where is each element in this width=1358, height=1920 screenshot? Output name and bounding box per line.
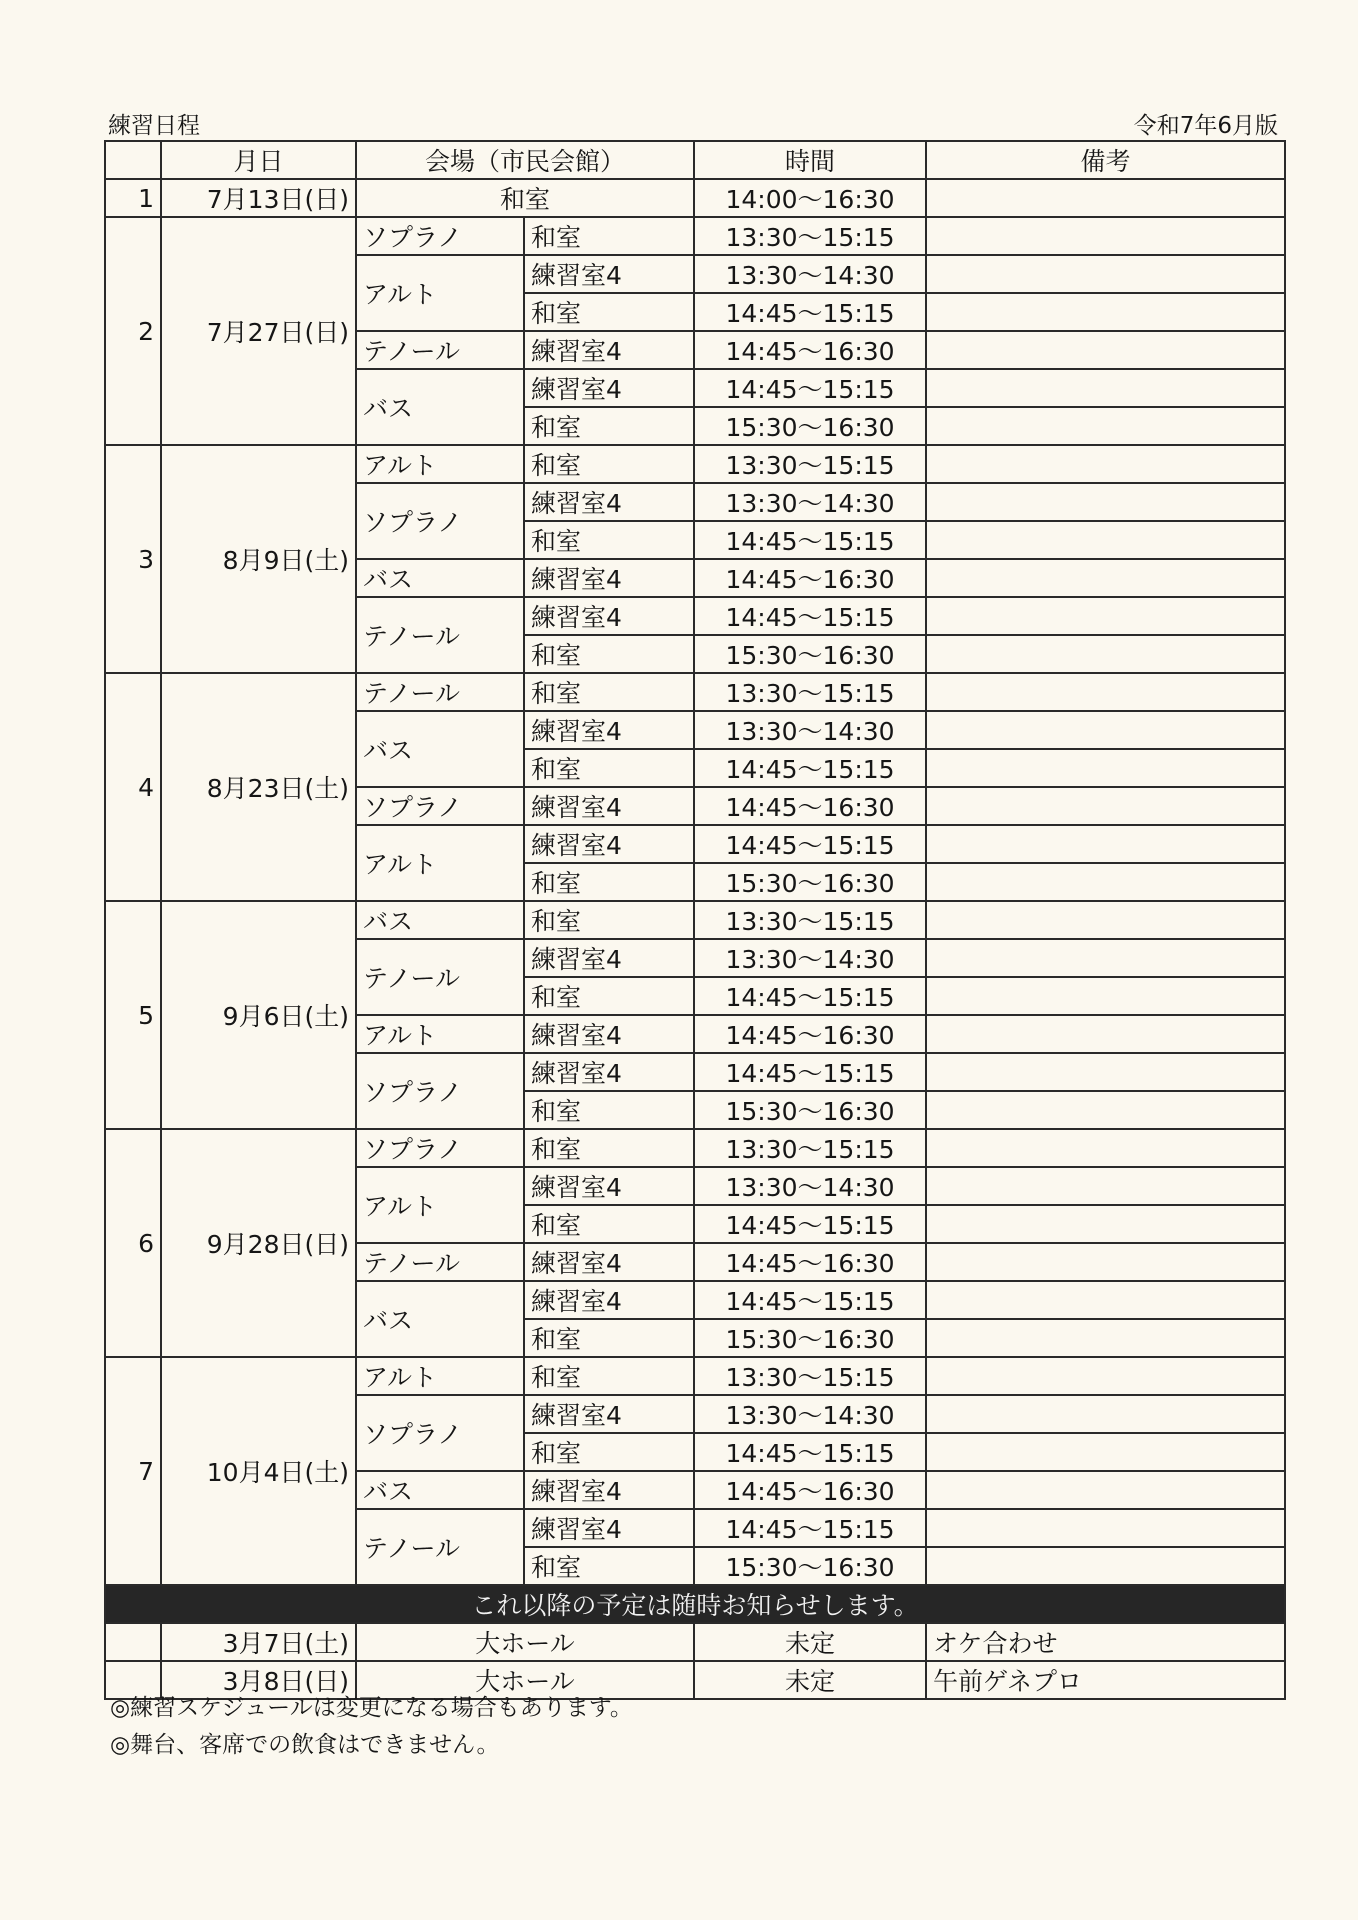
note-cell	[926, 217, 1285, 255]
time-cell: 13:30〜15:15	[694, 1129, 926, 1167]
room-cell: 練習室4	[524, 825, 694, 863]
room-cell: 和室	[524, 1547, 694, 1585]
room-cell: 和室	[524, 407, 694, 445]
voice-part-cell: アルト	[356, 255, 524, 331]
room-cell: 練習室4	[524, 597, 694, 635]
session-number: 1	[105, 179, 161, 217]
time-cell: 14:45〜16:30	[694, 1471, 926, 1509]
room-cell: 和室	[524, 749, 694, 787]
note-cell	[926, 749, 1285, 787]
room-cell: 練習室4	[524, 939, 694, 977]
voice-part-cell: バス	[356, 711, 524, 787]
note-cell	[926, 1243, 1285, 1281]
note-cell	[926, 1015, 1285, 1053]
voice-part-cell: アルト	[356, 1015, 524, 1053]
room-cell: 和室	[524, 445, 694, 483]
session-date: 9月6日(土)	[161, 901, 356, 1129]
session-date: 3月8日(日)	[161, 1661, 356, 1699]
note-cell	[926, 1509, 1285, 1547]
note-cell	[926, 901, 1285, 939]
time-cell: 14:45〜15:15	[694, 1053, 926, 1091]
voice-part-cell: アルト	[356, 445, 524, 483]
time-cell: 14:45〜15:15	[694, 597, 926, 635]
session-number: 3	[105, 445, 161, 673]
schedule-body	[105, 179, 1285, 1699]
note-cell	[926, 863, 1285, 901]
room-cell: 和室	[524, 673, 694, 711]
room-cell: 和室	[524, 1319, 694, 1357]
time-cell: 13:30〜14:30	[694, 255, 926, 293]
time-cell: 13:30〜14:30	[694, 711, 926, 749]
note-cell	[926, 407, 1285, 445]
session-date: 8月23日(土)	[161, 673, 356, 901]
header-note: 備考	[926, 141, 1285, 179]
venue-cell: 大ホール	[356, 1661, 694, 1699]
voice-part-cell: アルト	[356, 1167, 524, 1243]
time-cell: 14:45〜15:15	[694, 1433, 926, 1471]
voice-part-cell: ソプラノ	[356, 483, 524, 559]
session-number: 6	[105, 1129, 161, 1357]
voice-part-cell: バス	[356, 1281, 524, 1357]
note-cell	[926, 787, 1285, 825]
venue-cell: 大ホール	[356, 1623, 694, 1661]
table-row	[105, 1129, 1285, 1167]
time-cell: 14:45〜16:30	[694, 559, 926, 597]
room-cell: 練習室4	[524, 331, 694, 369]
voice-part-cell: テノール	[356, 331, 524, 369]
time-cell: 14:45〜15:15	[694, 825, 926, 863]
voice-part-cell: バス	[356, 559, 524, 597]
time-cell: 13:30〜15:15	[694, 445, 926, 483]
note-cell	[926, 1395, 1285, 1433]
header-venue: 会場（市民会館）	[356, 141, 694, 179]
time-cell: 13:30〜14:30	[694, 1395, 926, 1433]
schedule-table	[104, 140, 1286, 1700]
room-cell: 練習室4	[524, 711, 694, 749]
header-time: 時間	[694, 141, 926, 179]
note-cell	[926, 331, 1285, 369]
table-row	[105, 217, 1285, 255]
table-row	[105, 673, 1285, 711]
room-cell: 練習室4	[524, 1281, 694, 1319]
note-cell	[926, 939, 1285, 977]
voice-part-cell: テノール	[356, 597, 524, 673]
room-cell: 和室	[524, 977, 694, 1015]
time-cell: 14:45〜15:15	[694, 1205, 926, 1243]
table-row	[105, 901, 1285, 939]
session-date: 8月9日(土)	[161, 445, 356, 673]
time-cell: 14:45〜15:15	[694, 749, 926, 787]
table-row	[105, 1357, 1285, 1395]
note-cell	[926, 977, 1285, 1015]
time-cell: 14:45〜15:15	[694, 1509, 926, 1547]
banner-text: これ以降の予定は随時お知らせします。	[105, 1585, 1285, 1623]
room-cell: 和室	[524, 217, 694, 255]
time-cell: 14:45〜16:30	[694, 1243, 926, 1281]
time-cell: 未定	[694, 1623, 926, 1661]
note-cell	[926, 1205, 1285, 1243]
note-line: ◎練習スケジュールは変更になる場合もあります。	[110, 1695, 633, 1721]
room-cell: 練習室4	[524, 1015, 694, 1053]
time-cell: 13:30〜15:15	[694, 673, 926, 711]
session-number: 2	[105, 217, 161, 445]
room-cell: 和室	[524, 635, 694, 673]
voice-part-cell: ソプラノ	[356, 1395, 524, 1471]
time-cell: 15:30〜16:30	[694, 407, 926, 445]
document-title: 練習日程	[108, 113, 200, 139]
room-cell: 和室	[524, 1129, 694, 1167]
time-cell: 14:45〜16:30	[694, 1015, 926, 1053]
room-cell: 和室	[524, 901, 694, 939]
room-cell: 練習室4	[524, 559, 694, 597]
voice-part-cell: ソプラノ	[356, 1129, 524, 1167]
room-cell: 和室	[524, 863, 694, 901]
time-cell: 15:30〜16:30	[694, 1091, 926, 1129]
voice-part-cell: アルト	[356, 1357, 524, 1395]
time-cell: 15:30〜16:30	[694, 635, 926, 673]
note-cell	[926, 521, 1285, 559]
banner-row	[105, 1585, 1285, 1623]
note-cell	[926, 1091, 1285, 1129]
room-cell: 和室	[524, 1091, 694, 1129]
note-cell	[926, 597, 1285, 635]
note-cell	[926, 1471, 1285, 1509]
time-cell: 13:30〜14:30	[694, 483, 926, 521]
session-date: 7月27日(日)	[161, 217, 356, 445]
time-cell: 13:30〜15:15	[694, 901, 926, 939]
room-cell: 練習室4	[524, 255, 694, 293]
voice-part-cell: バス	[356, 901, 524, 939]
voice-part-cell: アルト	[356, 825, 524, 901]
note-cell	[926, 255, 1285, 293]
time-cell: 13:30〜14:30	[694, 1167, 926, 1205]
room-cell: 和室	[524, 1205, 694, 1243]
room-cell: 練習室4	[524, 1167, 694, 1205]
voice-part-cell: ソプラノ	[356, 787, 524, 825]
voice-part-cell: バス	[356, 1471, 524, 1509]
note-cell	[926, 673, 1285, 711]
session-number: 7	[105, 1357, 161, 1585]
note-cell	[926, 179, 1285, 217]
voice-part-cell: テノール	[356, 1509, 524, 1585]
room-cell: 和室	[524, 1433, 694, 1471]
session-number: 5	[105, 901, 161, 1129]
note-cell	[926, 825, 1285, 863]
note-cell	[926, 1167, 1285, 1205]
room-cell: 練習室4	[524, 1243, 694, 1281]
note-line: ◎舞台、客席での飲食はできません。	[110, 1732, 500, 1758]
room-cell: 和室	[524, 1357, 694, 1395]
session-date: 7月13日(日)	[161, 179, 356, 217]
room-cell: 練習室4	[524, 369, 694, 407]
room-cell: 練習室4	[524, 787, 694, 825]
session-number: 4	[105, 673, 161, 901]
time-cell: 13:30〜14:30	[694, 939, 926, 977]
table-row	[105, 445, 1285, 483]
note-cell	[926, 1129, 1285, 1167]
note-cell	[926, 1547, 1285, 1585]
voice-part-cell: テノール	[356, 1243, 524, 1281]
voice-part-cell: ソプラノ	[356, 1053, 524, 1129]
time-cell: 14:00〜16:30	[694, 179, 926, 217]
time-cell: 14:45〜15:15	[694, 369, 926, 407]
note-cell	[926, 559, 1285, 597]
room-cell: 練習室4	[524, 1509, 694, 1547]
time-cell: 14:45〜16:30	[694, 331, 926, 369]
header-no	[105, 141, 161, 179]
room-cell: 和室	[524, 521, 694, 559]
session-date: 9月28日(日)	[161, 1129, 356, 1357]
note-cell: オケ合わせ	[926, 1623, 1285, 1661]
notes-section	[110, 1690, 633, 1764]
note-cell	[926, 711, 1285, 749]
time-cell: 14:45〜15:15	[694, 1281, 926, 1319]
header-date: 月日	[161, 141, 356, 179]
voice-part-cell: テノール	[356, 673, 524, 711]
note-cell	[926, 1357, 1285, 1395]
note-cell	[926, 635, 1285, 673]
version-label: 令和7年6月版	[1133, 113, 1278, 139]
note-cell	[926, 1053, 1285, 1091]
time-cell: 14:45〜16:30	[694, 787, 926, 825]
session-number	[105, 1623, 161, 1661]
note-cell	[926, 1319, 1285, 1357]
time-cell: 15:30〜16:30	[694, 1547, 926, 1585]
voice-part-cell: テノール	[356, 939, 524, 1015]
note-cell	[926, 293, 1285, 331]
time-cell: 13:30〜15:15	[694, 217, 926, 255]
room-cell: 練習室4	[524, 1053, 694, 1091]
time-cell: 14:45〜15:15	[694, 977, 926, 1015]
room-cell: 練習室4	[524, 1395, 694, 1433]
table-row	[105, 179, 1285, 217]
time-cell: 未定	[694, 1661, 926, 1699]
session-date: 10月4日(土)	[161, 1357, 356, 1585]
note-cell	[926, 483, 1285, 521]
note-cell	[926, 1281, 1285, 1319]
voice-part-cell: ソプラノ	[356, 217, 524, 255]
time-cell: 14:45〜15:15	[694, 521, 926, 559]
room-cell: 和室	[356, 179, 694, 217]
room-cell: 練習室4	[524, 483, 694, 521]
note-cell	[926, 369, 1285, 407]
table-header-row	[105, 141, 1285, 179]
session-date: 3月7日(土)	[161, 1623, 356, 1661]
note-cell: 午前ゲネプロ	[926, 1661, 1285, 1699]
time-cell: 15:30〜16:30	[694, 1319, 926, 1357]
time-cell: 13:30〜15:15	[694, 1357, 926, 1395]
time-cell: 14:45〜15:15	[694, 293, 926, 331]
voice-part-cell: バス	[356, 369, 524, 445]
room-cell: 練習室4	[524, 1471, 694, 1509]
time-cell: 15:30〜16:30	[694, 863, 926, 901]
note-cell	[926, 445, 1285, 483]
table-row	[105, 1623, 1285, 1661]
room-cell: 和室	[524, 293, 694, 331]
note-cell	[926, 1433, 1285, 1471]
